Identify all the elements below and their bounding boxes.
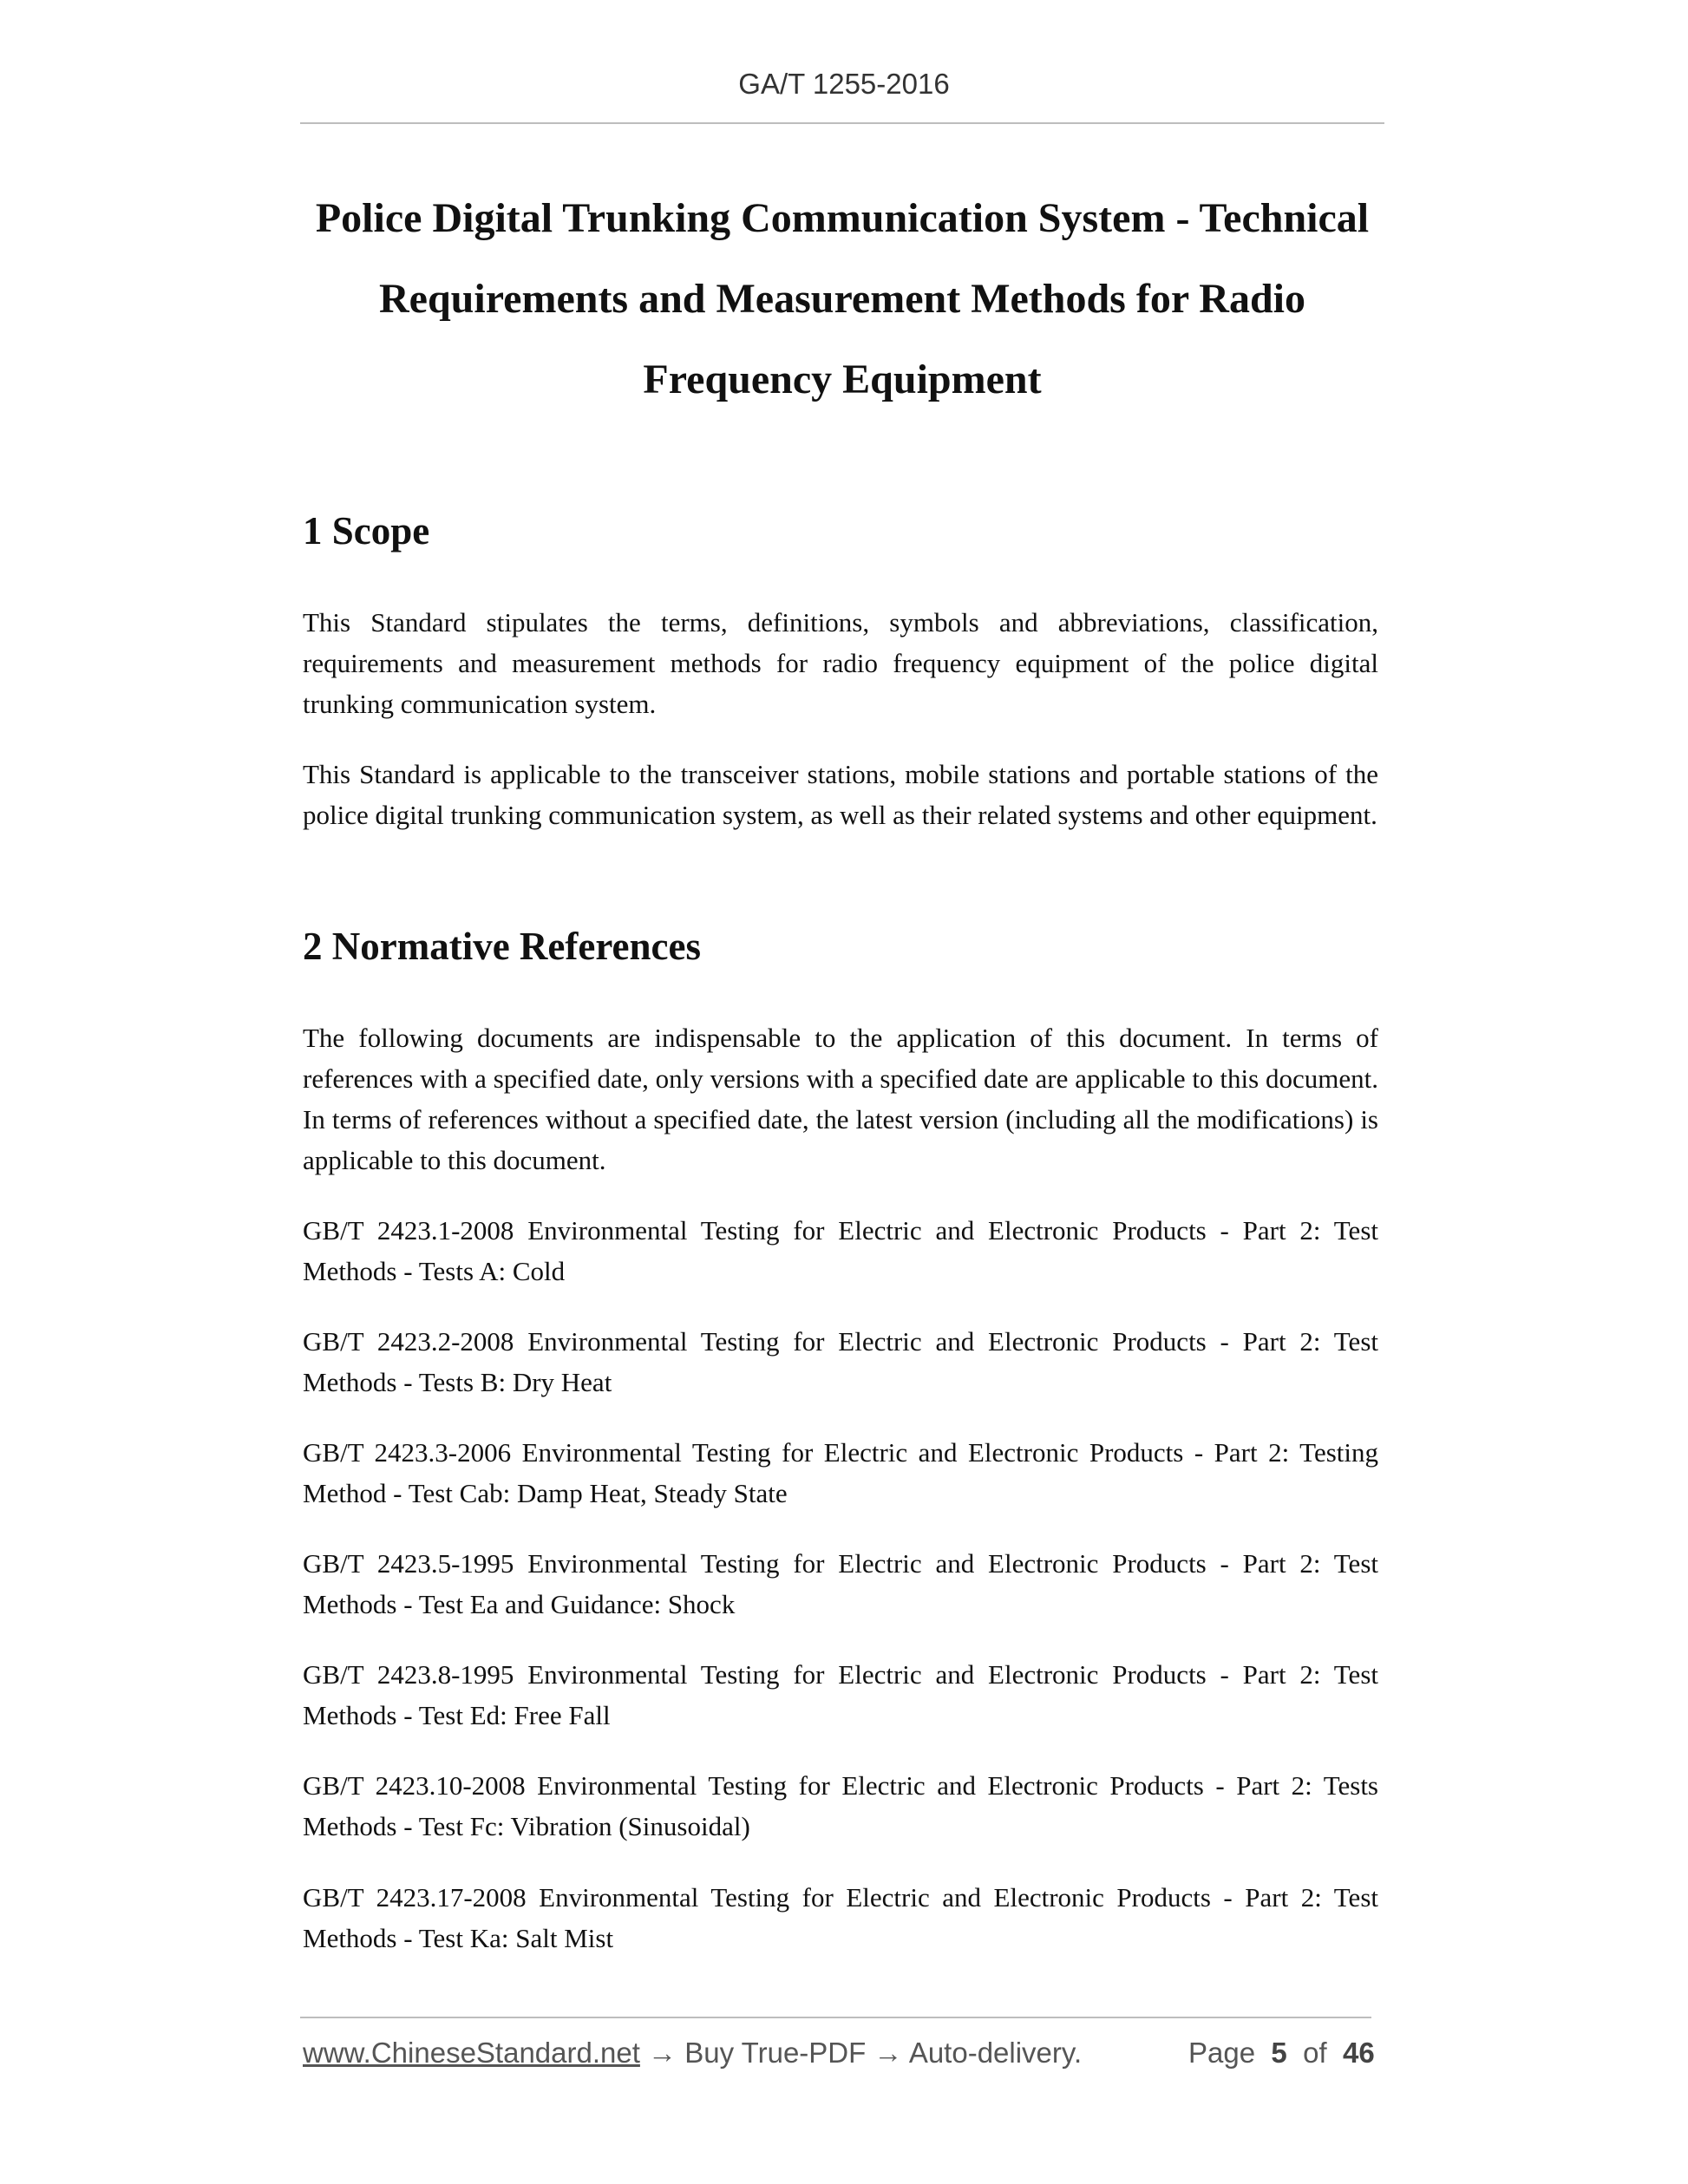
- normative-intro-paragraph: The following documents are indispensable to the application of this document. In terms of references with a specified date, only versions with a specified date are applicable to this document. In terms of references without a specified date, the latest version (including all the modifications) is applicable to this document.: [303, 1023, 1378, 1175]
- title-line-3: Frequency Equipment: [643, 356, 1042, 402]
- title-line-2: Requirements and Measurement Methods for Radio: [379, 276, 1305, 322]
- document-code-header: GA/T 1255-2016: [738, 68, 950, 100]
- section-heading-scope: 1 Scope: [303, 509, 430, 553]
- of-label: of: [1303, 2037, 1327, 2069]
- chinesestandard-link[interactable]: www.ChineseStandard.net: [303, 2037, 640, 2069]
- reference-item: GB/T 2423.2-2008 Environmental Testing for Electric and Electronic Products - Part 2: Test Methods - Tests B: Dry Heat: [303, 1326, 1378, 1397]
- section-heading-normative-references: 2 Normative References: [303, 925, 701, 968]
- total-page-count: 46: [1343, 2037, 1375, 2069]
- footer-promo-text: → Buy True-PDF → Auto-delivery.: [639, 2037, 1083, 2069]
- page-indicator: [1188, 2037, 1375, 2070]
- reference-item: GB/T 2423.1-2008 Environmental Testing for Electric and Electronic Products - Part 2: Test Methods - Tests A: Cold: [303, 1215, 1378, 1286]
- scope-paragraph-2: This Standard is applicable to the transceiver stations, mobile stations and portable stations of the police digital trunking communication system, as well as their related systems and other equipment.: [303, 759, 1378, 830]
- reference-item: GB/T 2423.5-1995 Environmental Testing for Electric and Electronic Products - Part 2: Test Methods - Test Ea and Guidance: Shock: [303, 1548, 1378, 1619]
- scope-paragraph-1: This Standard stipulates the terms, definitions, symbols and abbreviations, classification, requirements and measurement methods for radio frequency equipment of the police digital trunking communication system.: [303, 607, 1378, 719]
- header-divider: [300, 122, 1384, 124]
- reference-item: GB/T 2423.8-1995 Environmental Testing for Electric and Electronic Products - Part 2: Test Methods - Test Ed: Free Fall: [303, 1659, 1378, 1730]
- current-page-number: 5: [1271, 2037, 1287, 2069]
- footer-promo: [303, 2037, 1082, 2070]
- footer-divider: [300, 2017, 1371, 2018]
- reference-item: GB/T 2423.3-2006 Environmental Testing for Electric and Electronic Products - Part 2: Testing Method - Test Cab: Damp Heat, Steady State: [303, 1437, 1378, 1508]
- document-title: [300, 178, 1384, 420]
- page-label: Page: [1188, 2037, 1256, 2069]
- reference-item: GB/T 2423.17-2008 Environmental Testing for Electric and Electronic Products - Part 2: Test Methods - Test Ka: Salt Mist: [303, 1882, 1378, 1953]
- reference-item: GB/T 2423.10-2008 Environmental Testing for Electric and Electronic Products - Part 2: Tests Methods - Test Fc: Vibration (Sinusoidal): [303, 1770, 1378, 1841]
- title-line-1: Police Digital Trunking Communication System - Technical: [315, 195, 1370, 241]
